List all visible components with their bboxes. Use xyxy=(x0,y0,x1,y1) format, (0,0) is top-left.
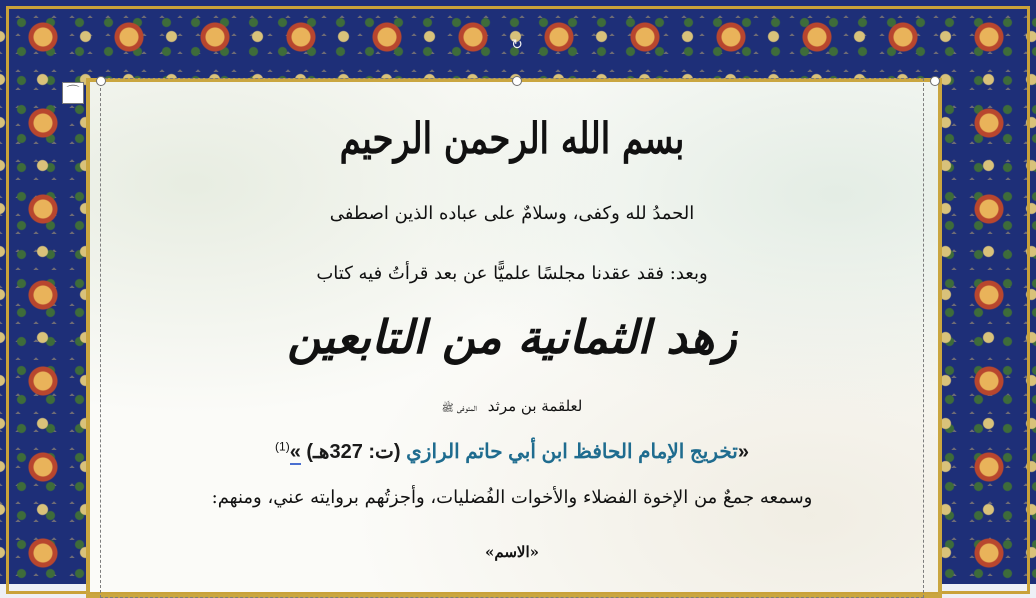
layout-options-icon[interactable]: ⌒ xyxy=(62,82,84,104)
name-placeholder: «الاسم» xyxy=(484,543,540,561)
resize-handle-top-center[interactable] xyxy=(512,76,522,86)
resize-handle-top-left[interactable] xyxy=(96,76,106,86)
takhrij-date: (ت: 327هـ) xyxy=(306,441,401,463)
takhrij-line xyxy=(101,439,923,464)
book-title-calligraphy: زهد الثمانية من التابعين xyxy=(287,310,737,364)
author-death-note: المتوفى ﷺ xyxy=(441,403,478,414)
author-name: لعلقمة بن مرثد xyxy=(487,397,583,415)
intro-line: وبعد: فقد عقدنا مجلسًا علميًّا عن بعد قرأتُ فيه كتاب xyxy=(316,263,708,284)
takhrij-text: تخريج الإمام الحافظ ابن أبي حاتم الرازي xyxy=(406,441,738,463)
praise-line: الحمدُ لله وكفى، وسلامٌ على عباده الذين اصطفى xyxy=(329,203,695,224)
open-quote: « xyxy=(737,441,749,463)
basmala-calligraphy: بسم الله الرحمن الرحيم xyxy=(339,114,685,164)
document-page xyxy=(90,82,938,592)
resize-handle-top-right[interactable] xyxy=(930,76,940,86)
heard-by-line: وسمعه جمعٌ من الإخوة الفضلاء والأخوات الفُضليات، وأجزتُهم بروايته عني، ومنهم: xyxy=(211,487,813,508)
author-line xyxy=(101,397,923,416)
close-quote: » xyxy=(289,441,301,463)
selected-text-box[interactable] xyxy=(100,78,924,598)
rotate-handle-icon[interactable]: ↻ xyxy=(511,37,523,53)
footnote-reference[interactable]: (1) xyxy=(275,439,290,454)
